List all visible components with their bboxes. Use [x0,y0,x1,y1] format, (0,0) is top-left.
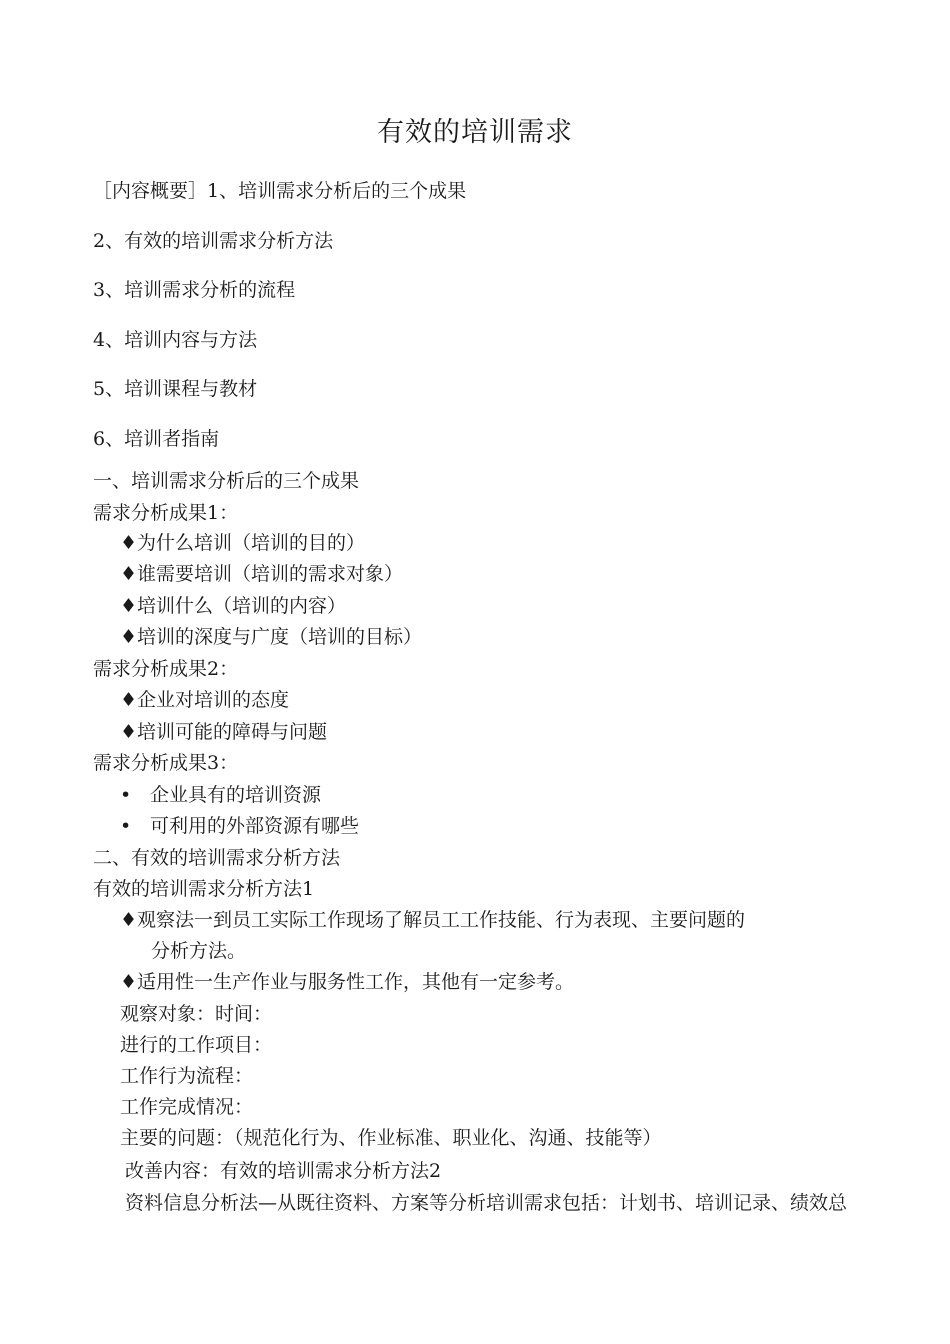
observe-line-2: 分析方法。 [151,940,247,962]
result3-item-1 [120,783,321,807]
bullet-icon: • [120,784,132,806]
data-analysis-line: 资料信息分析法—从既往资料、方案等分析培训需求包括：计划书、培训记录、绩效总 [125,1192,848,1214]
result3-item-1-text: 企业具有的培训资源 [150,784,322,806]
toc-item-5: 5、培训课程与教材 [93,378,258,400]
field-work-items: 进行的工作项目： [120,1034,273,1056]
section-heading-1: 一、培训需求分析后的三个成果 [93,470,360,492]
result1-item-1: ♦为什么培训（培训的目的） [120,532,366,554]
toc-item-6: 6、培训者指南 [93,428,220,450]
result1-item-4: ♦培训的深度与广度（培训的目标） [120,626,423,648]
result3-item-2-text: 可利用的外部资源有哪些 [150,815,360,837]
bullet-icon: • [120,815,132,837]
field-observe-target: 观察对象：时间： [120,1003,273,1025]
apply-line: ♦适用性一生产作业与服务性工作，其他有一定参考。 [120,971,575,993]
result2-item-1: ♦企业对培训的态度 [120,689,290,711]
result1-item-2: ♦谁需要培训（培训的需求对象） [120,563,404,585]
observe-line-1: ♦观察法一到员工实际工作现场了解员工工作技能、行为表现、主要问题的 [120,909,746,931]
field-work-completion: 工作完成情况： [120,1096,254,1118]
result2-label: 需求分析成果2： [93,658,239,680]
toc-item-2: 2、有效的培训需求分析方法 [93,230,334,252]
field-main-problems: 主要的问题：（规范化行为、作业标准、职业化、沟通、技能等） [120,1127,662,1149]
result2-item-2: ♦培训可能的障碍与问题 [120,721,328,743]
section-heading-2: 二、有效的培训需求分析方法 [93,847,341,869]
result1-label: 需求分析成果1： [93,502,239,524]
toc-item-1: ［内容概要］1、培训需求分析后的三个成果 [93,180,467,202]
method1-label: 有效的培训需求分析方法1 [93,878,315,900]
result3-label: 需求分析成果3： [93,752,239,774]
improve-line: 改善内容：有效的培训需求分析方法2 [125,1160,442,1182]
page-title: 有效的培训需求 [377,117,573,148]
result3-item-2 [120,814,359,838]
toc-item-3: 3、培训需求分析的流程 [93,279,296,301]
field-work-flow: 工作行为流程： [120,1065,254,1087]
result1-item-3: ♦培训什么（培训的内容） [120,595,347,617]
toc-item-4: 4、培训内容与方法 [93,329,258,351]
